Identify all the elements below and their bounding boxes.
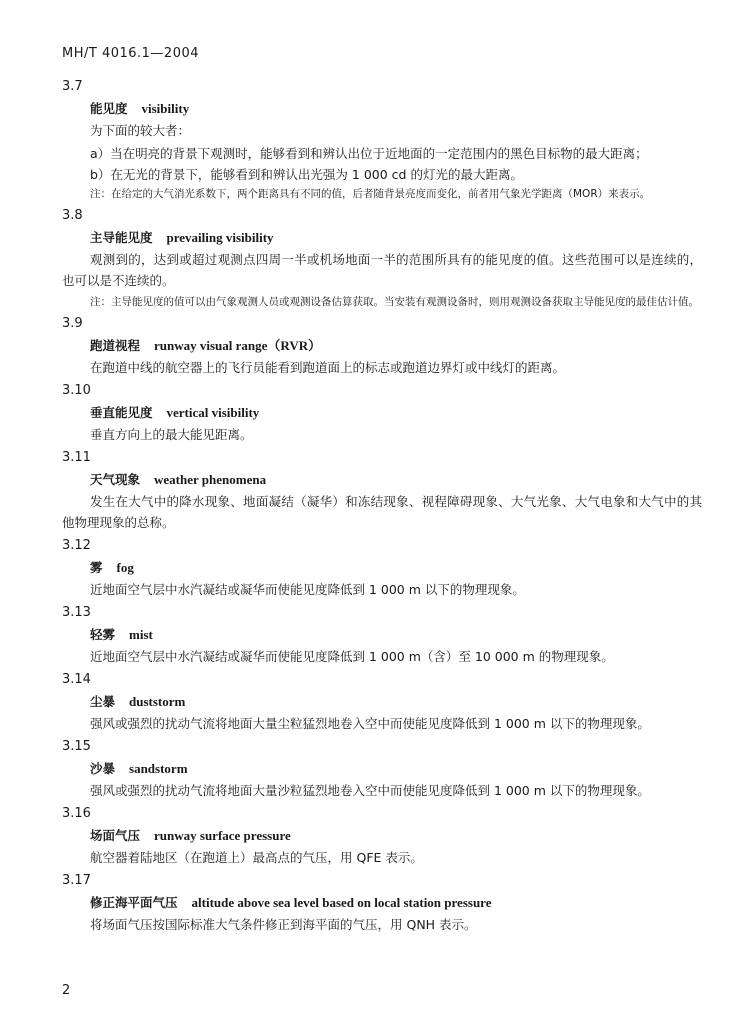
term-chinese: 天气现象 — [90, 472, 141, 487]
clause-number: 3.11 — [62, 450, 91, 465]
term-heading — [62, 557, 702, 579]
definition-text: 为下面的较大者： — [90, 123, 191, 138]
definition-text: 发生在大气中的降水现象、地面凝结（凝华）和冻结现象、视程障碍现象、大气光象、大气电象和大气中的其他物理现象的总称。 — [62, 494, 702, 530]
term-chinese: 主导能见度 — [90, 230, 153, 245]
term-english: vertical visibility — [166, 405, 260, 420]
term-chinese: 轻雾 — [90, 627, 116, 642]
clause-number: 3.9 — [62, 316, 83, 331]
clause-number: 3.13 — [62, 605, 91, 620]
term-heading — [62, 402, 702, 424]
note-text: 注：在给定的大气消光系数下，两个距离具有不同的值，后者随背景亮度而变化，前者用气象光学距离（MOR）来表示。 — [90, 188, 651, 200]
term-english: prevailing visibility — [166, 230, 274, 245]
term-english: sandstorm — [129, 761, 188, 776]
clause-number: 3.17 — [62, 873, 91, 888]
term-english: runway visual range（RVR） — [154, 338, 322, 353]
term-heading — [62, 335, 702, 357]
clause-number: 3.8 — [62, 208, 83, 223]
clause-number: 3.10 — [62, 383, 91, 398]
term-chinese: 场面气压 — [90, 828, 141, 843]
term-english: visibility — [141, 101, 190, 116]
definition-text: 垂直方向上的最大能见距离。 — [90, 427, 253, 442]
definition-text: 近地面空气层中水汽凝结或凝华而使能见度降低到 1 000 m（含）至 10 000 m 的物理现象。 — [90, 649, 614, 664]
term-chinese: 修正海平面气压 — [90, 895, 178, 910]
term-heading — [62, 469, 702, 491]
definition-text: 将场面气压按国际标准大气条件修正到海平面的气压，用 QNH 表示。 — [90, 917, 477, 932]
term-chinese: 雾 — [90, 560, 103, 575]
definition-text: 在跑道中线的航空器上的飞行员能看到跑道面上的标志或跑道边界灯或中线灯的距离。 — [90, 360, 566, 375]
note-text: 注：主导能见度的值可以由气象观测人员或观测设备估算获取。当安装有观测设备时，则用观测设备获取主导能见度的最佳估计值。 — [90, 296, 699, 308]
standard-header: MH/T 4016.1—2004 — [62, 46, 200, 61]
term-english: weather phenomena — [154, 472, 267, 487]
definition-text: 观测到的，达到或超过观测点四周一半或机场地面一半的范围所具有的能见度的值。这些范围可以是连续的，也可以是不连续的。 — [62, 252, 702, 288]
term-english: altitude above sea level based on local station pressure — [191, 895, 492, 910]
term-chinese: 尘暴 — [90, 694, 116, 709]
clause-number: 3.7 — [62, 79, 83, 94]
page-number: 2 — [62, 983, 71, 998]
term-english: mist — [129, 627, 153, 642]
term-chinese: 跑道视程 — [90, 338, 141, 353]
definition-text: 强风或强烈的扰动气流将地面大量沙粒猛烈地卷入空中而使能见度降低到 1 000 m 以下的物理现象。 — [90, 783, 650, 798]
definition-text: 近地面空气层中水汽凝结或凝华而使能见度降低到 1 000 m 以下的物理现象。 — [90, 582, 525, 597]
term-heading — [62, 98, 702, 120]
term-heading — [62, 825, 702, 847]
clause-number: 3.15 — [62, 739, 91, 754]
clause-number: 3.14 — [62, 672, 91, 687]
term-english: duststorm — [129, 694, 186, 709]
clause-number: 3.16 — [62, 806, 91, 821]
term-chinese: 沙暴 — [90, 761, 116, 776]
term-heading — [62, 624, 702, 646]
definition-item: b）在无光的背景下，能够看到和辨认出光强为 1 000 cd 的灯光的最大距离。 — [90, 167, 523, 182]
definition-text: 强风或强烈的扰动气流将地面大量尘粒猛烈地卷入空中而使能见度降低到 1 000 m 以下的物理现象。 — [90, 716, 650, 731]
term-english: fog — [116, 560, 134, 575]
term-english: runway surface pressure — [154, 828, 291, 843]
term-chinese: 能见度 — [90, 101, 128, 116]
term-heading — [62, 758, 702, 780]
term-heading — [62, 892, 702, 914]
term-chinese: 垂直能见度 — [90, 405, 153, 420]
term-heading — [62, 691, 702, 713]
term-heading — [62, 227, 702, 249]
clause-number: 3.12 — [62, 538, 91, 553]
definition-text: 航空器着陆地区（在跑道上）最高点的气压，用 QFE 表示。 — [90, 850, 423, 865]
definition-item: a）当在明亮的背景下观测时，能够看到和辨认出位于近地面的一定范围内的黑色目标物的最大距离； — [90, 146, 648, 161]
definitions-body — [62, 76, 702, 937]
